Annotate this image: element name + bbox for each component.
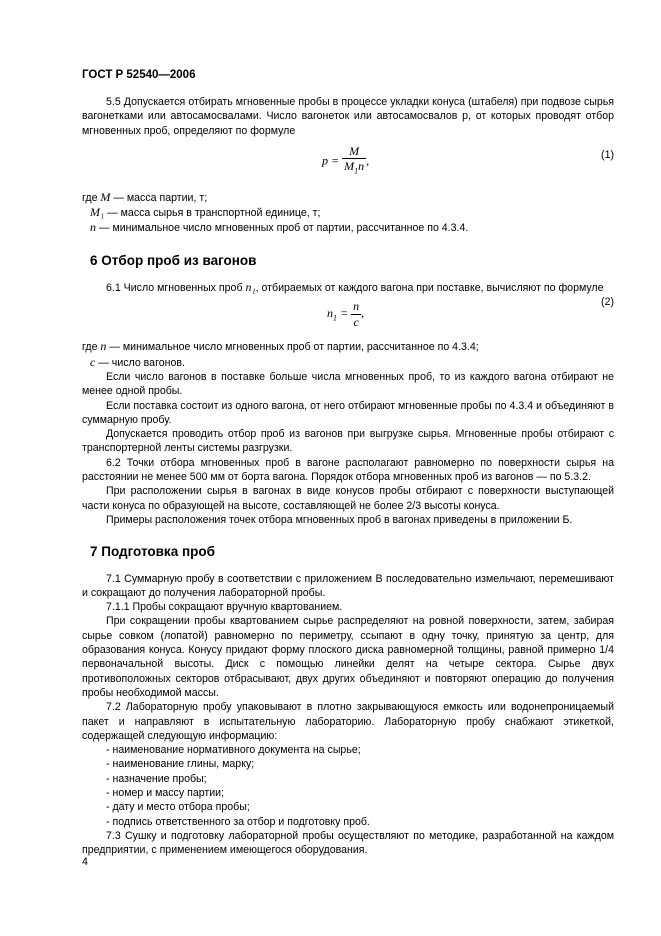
page-number: 4 xyxy=(82,856,88,868)
definition-M: где M — масса партии, т; xyxy=(82,189,208,204)
list-item: - наименование нормативного документа на сырье; xyxy=(106,744,361,757)
formula-2-numerator: n xyxy=(353,299,360,314)
list-item: - подпись ответственного за отбор и подготовку проб. xyxy=(106,815,370,828)
document-header: ГОСТ Р 52540—2006 xyxy=(82,69,196,81)
paragraph: Если поставка состоит из одного вагона, от него отбирают мгновенные пробы по 4.3.4 и объединяют в суммарную пробу. xyxy=(82,399,614,426)
paragraph: При расположении сырья в вагонах в виде конусов пробы отбирают с поверхности выступающей части конуса по образующей на высоте, составляющей не более 2/3 высоты конуса. xyxy=(82,485,614,512)
paragraph-7-1-1: 7.1.1 Пробы сокращают вручную квартованием. xyxy=(106,601,343,614)
definition-n-sec6: где n — минимальное число мгновенных проб от партии, рассчитанное по 4.3.4; xyxy=(82,339,479,354)
formula-2-number: (2) xyxy=(601,296,614,309)
formula-1-denominator: $M_1n$ xyxy=(344,159,365,176)
paragraph-5-5: 5.5 Допускается отбирать мгновенные пробы в процессе укладки конуса (штабеля) при подвозе сырья вагонетками или автосамосвалами. Число вагонеток или автосамосвалов p, от которых проводят отбор мгновенных проб, определяют по формуле xyxy=(82,96,614,137)
formula-1: p = $\frac{M}{M_1n}$ , (1) xyxy=(82,138,614,188)
list-item: - дату и место отбора пробы; xyxy=(106,801,250,814)
page-content xyxy=(82,95,614,857)
formula-1-fraction xyxy=(342,144,366,179)
list-item: - номер и массу партии; xyxy=(106,786,225,799)
definition-c: c — число вагонов. xyxy=(90,354,185,369)
list-item: - наименование глины, марку; xyxy=(106,758,255,771)
paragraph-6-2: 6.2 Точки отбора мгновенных проб в вагоне располагают равномерно по поверхности сырья на расстоянии не менее 500 мм от борта вагона. Порядок отбора мгновенных проб из вагонов — по 5.3.2. xyxy=(82,456,614,484)
definition-M1: M₁ — масса сырья в транспортной единице, т; xyxy=(90,205,321,220)
formula-1-numerator: M xyxy=(342,144,366,159)
formula-2: $n_1$ = $\frac{n}{c}$ , (2) xyxy=(327,296,614,329)
paragraph-7-1: 7.1 Суммарную пробу в соответствии с приложением В последовательно измельчают, перемешивают и сокращают до получения лабораторной пробы. xyxy=(82,572,614,599)
paragraph-7-2: 7.2 Лабораторную пробу упаковывают в плотно закрывающуюся емкость или водонепроницаемый пакет и направляют в испытательную лабораторию. Лабораторную пробу снабжают этикеткой, содержащей следующую информацию: xyxy=(82,701,614,742)
section-7-title: 7 Подготовка проб xyxy=(90,544,215,560)
label-info-list xyxy=(82,743,614,829)
list-item: - назначение пробы; xyxy=(106,772,207,785)
formula-1-number: (1) xyxy=(601,148,614,161)
paragraph: При сокращении пробы квартованием сырье распределяют на ровной поверхности, затем, забирая сырье совком (лопатой) равномерно по периметру, ссыпают в одну точку, принятую за центр, для образования конуса. Конусу придают форму плоского диска равномерной толщины, равной примерно 1/4 первоначальной высоты. Диск с помощью линейки делят на четыре сектора. Сырье двух противоположных секторов отбрасывают, двух других объединяют и повторяют операцию до получения пробы необходимой массы. xyxy=(82,615,614,699)
paragraph: Если число вагонов в поставке больше числа мгновенных проб, то из каждого вагона отбирают не менее одной пробы. xyxy=(82,370,614,398)
paragraph: Допускается проводить отбор проб из вагонов при выгрузке сырья. Мгновенные пробы отбирают с транспортерной ленты системы разгрузки. xyxy=(82,428,614,455)
formula-2-lhs: $n_1$ = xyxy=(327,305,349,323)
formula-2-fraction xyxy=(351,299,361,329)
definition-n: n — минимальное число мгновенных проб от партии, рассчитанное по 4.3.4. xyxy=(90,220,469,235)
paragraph-7-3: 7.3 Сушку и подготовку лабораторной пробы осуществляют по методике, разработанной на каждом предприятии, с применением имеющегося оборудования. xyxy=(82,829,614,857)
section-6-title: 6 Отбор проб из вагонов xyxy=(90,252,257,268)
paragraph: Примеры расположения точек отбора мгновенных проб в вагонах приведены в приложении Б. xyxy=(106,513,573,526)
formula-2-denominator: c xyxy=(353,314,359,329)
paragraph-6-1: 6.1 Число мгновенных проб n₁, отбираемых от каждого вагона при поставке, вычисляют по формуле xyxy=(106,280,604,295)
formula-1-lhs: p = xyxy=(322,153,340,168)
